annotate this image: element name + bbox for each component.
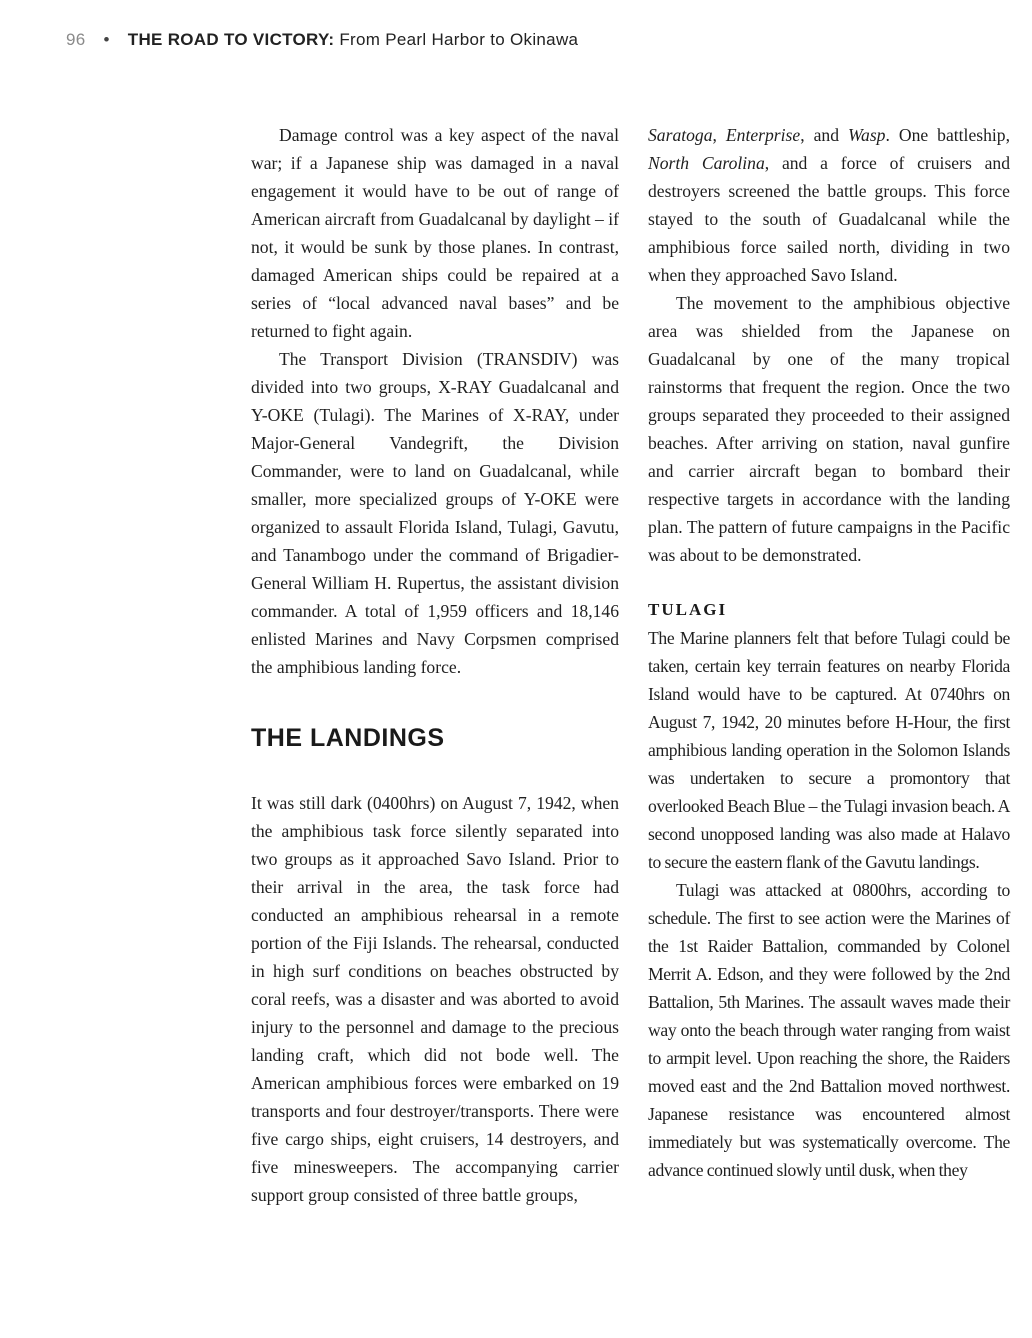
right-column (648, 121, 1010, 1184)
paragraph-movement: The movement to the amphibious objective area was shielded from the Japanese on Guadalcanal by one of the many tropical rainstorms that frequent the region. Once the two groups separated they proceeded to their assigned beaches. After arriving on station, naval gunfire and carrier aircraft began to bombard their respective targets in accordance with the landing plan. The pattern of future campaigns in the Pacific was about to be demonstrated. (648, 293, 1010, 565)
running-head (66, 30, 578, 50)
paragraph-still-dark: It was still dark (0400hrs) on August 7, 1942, when the amphibious task force silently separated into two groups as it approached Savo Island. Prior to their arrival in the area, the task force had conducted an amphibious rehearsal in a remote portion of the Fiji Islands. The rehearsal, conducted in high surf conditions on beaches obstructed by coral reefs, was a disaster and was aborted to avoid injury to the personnel and damage to the precious landing craft, which did not bode well. The American amphibious forces were embarked on 19 transports and four destroyer/transports. There were five cargo ships, eight cruisers, 14 destroyers, and five minesweepers. The accompanying carrier support group consisted of three battle groups, (251, 793, 619, 1205)
paragraph-transport-division: The Transport Division (TRANSDIV) was divided into two groups, X-RAY Guadalcanal and Y-OKE (Tulagi). The Marines of X-RAY, under Major-General Vandegrift, the Division Commander, were to land on Guadalcanal, while smaller, more specialized groups of Y-OKE were organized to assault Florida Island, Tulagi, Gavutu, and Tanambogo under the command of Brigadier-General William H. Rupertus, the assistant division commander. A total of 1,959 officers and 18,146 enlisted Marines and Navy Corpsmen comprised the amphibious landing force. (251, 349, 619, 677)
ship-name-wasp: Wasp (848, 125, 886, 145)
book-title: THE ROAD TO VICTORY: (127, 30, 335, 49)
ship-name-north-carolina: North Carolina (648, 153, 765, 173)
subheading-tulagi: TULAGI (648, 600, 728, 619)
paragraph-marine-planners: The Marine planners felt that before Tulagi could be taken, certain key terrain features on nearby Florida Island would have to be captured. At 0740hrs on August 7, 1942, 20 minutes before H-Hour, the first amphibious landing operation in the Solomon Islands was undertaken to secure a promontory that overlooked Beach Blue – the Tulagi invasion beach. A second unopposed landing was also made at Halavo to secure the eastern flank of the Gavutu landings. (648, 628, 1010, 872)
ship-name-enterprise: Enterprise (725, 125, 801, 145)
paragraph-damage-control: Damage control was a key aspect of the naval war; if a Japanese ship was damaged in a naval engagement it would have to be out of range of American aircraft from Guadalcanal by daylight – if not, it would be sunk by those planes. In contrast, damaged American ships could be repaired at a series of “local advanced naval bases” and be returned to fight again. (251, 125, 619, 341)
paragraph-tulagi-attacked: Tulagi was attacked at 0800hrs, according to schedule. The first to see action were the Marines of the 1st Raider Battalion, commanded by Colonel Merrit A. Edson, and they were followed by the 2nd Battalion, 5th Marines. The assault waves made their way onto the beach through water ranging from waist to armpit level. Upon reaching the shore, the Raiders moved east and the 2nd Battalion moved northwest. Japanese resistance was encountered almost immediately but was systematically overcome. The advance continued slowly until dusk, when they (648, 880, 1010, 1180)
ship-name-saratoga: Saratoga (648, 125, 713, 145)
page-number: 96 (66, 30, 86, 49)
left-column (251, 121, 619, 1209)
section-heading-landings: THE LANDINGS (251, 724, 445, 752)
paragraph-carrier-groups: Saratoga, Enterprise, and Wasp. One battleship, North Carolina, and a force of cruisers and destroyers screened the battle groups. This force stayed to the south of Guadalcanal while the amphibious force sailed north, dividing in two when they approached Savo Island. (648, 125, 1010, 285)
bullet-separator: • (103, 30, 110, 49)
book-subtitle: From Pearl Harbor to Okinawa (334, 30, 579, 49)
